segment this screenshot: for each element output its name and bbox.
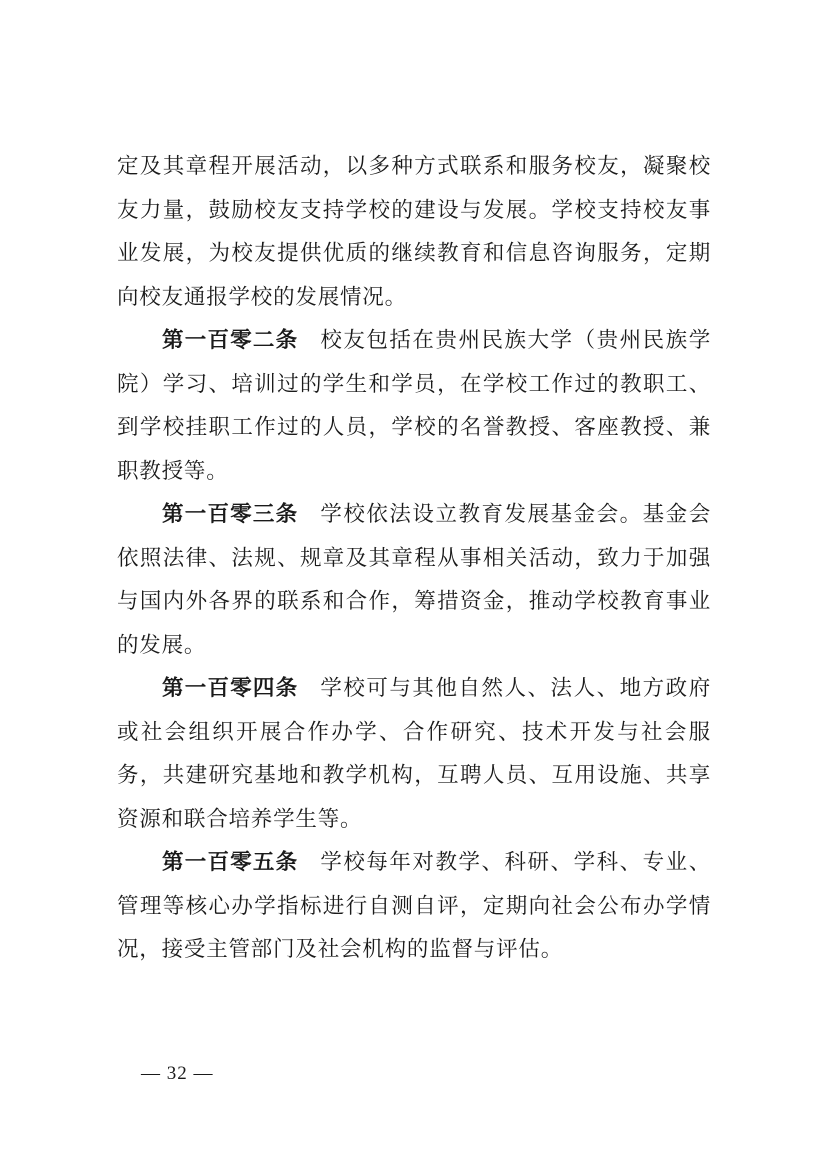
paragraph-continuation: 定及其章程开展活动，以多种方式联系和服务校友，凝聚校友力量，鼓励校友支持学校的建设与发展。学校支持校友事业发展，为校友提供优质的继续教育和信息咨询服务，定期向校友通报学校的发展情况。	[117, 154, 711, 310]
article-104	[117, 667, 711, 841]
article-text: 学校可与其他自然人、法人、地方政府或社会组织开展合作办学、合作研究、技术开发与社会服务，共建研究基地和教学机构，互聘人员、互用设施、共享资源和联合培养学生等。	[117, 676, 711, 832]
article-text: 学校每年对教学、科研、学科、专业、管理等核心办学指标进行自测自评，定期向社会公布办学情况，接受主管部门及社会机构的监督与评估。	[117, 850, 711, 962]
article-label: 第一百零三条	[162, 502, 299, 527]
article-label: 第一百零四条	[162, 676, 299, 701]
article-103	[117, 493, 711, 667]
article-105	[117, 841, 711, 972]
article-text: 学校依法设立教育发展基金会。基金会依照法律、法规、规章及其章程从事相关活动，致力于加强与国内外各界的联系和合作，筹措资金，推动学校教育事业的发展。	[117, 502, 711, 658]
article-label: 第一百零二条	[162, 328, 299, 353]
page-number: — 32 —	[141, 1063, 214, 1084]
document-body	[117, 145, 711, 972]
article-text: 校友包括在贵州民族大学（贵州民族学院）学习、培训过的学生和学员，在学校工作过的教职工、到学校挂职工作过的人员，学校的名誉教授、客座教授、兼职教授等。	[117, 328, 711, 484]
article-102	[117, 319, 711, 493]
article-label: 第一百零五条	[162, 850, 299, 875]
